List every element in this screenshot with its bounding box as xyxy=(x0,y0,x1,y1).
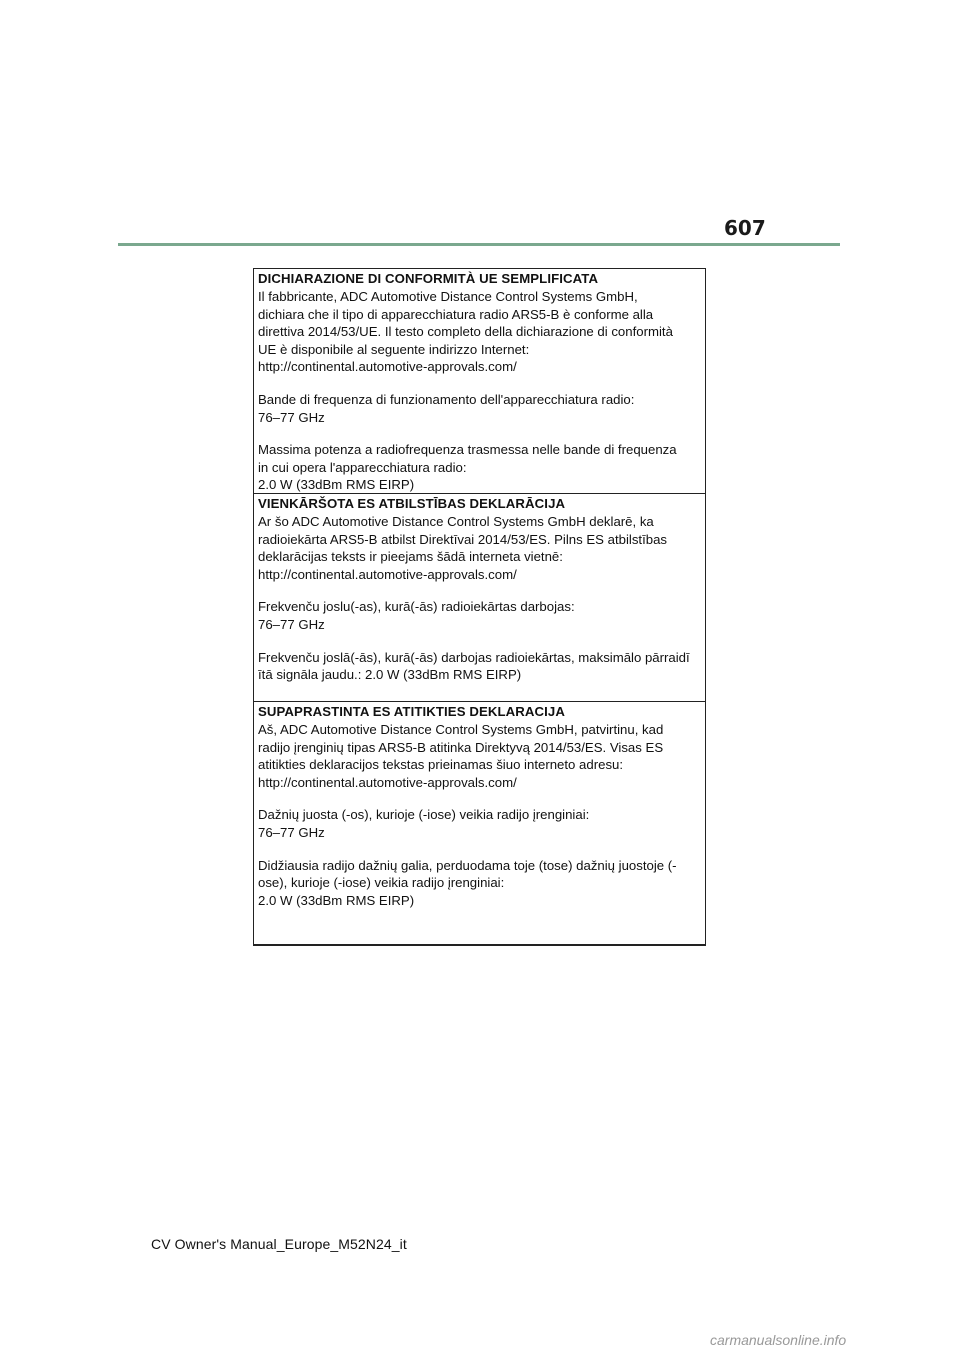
text-line: Il fabbricante, ADC Automotive Distance Control Systems GmbH, xyxy=(258,289,638,304)
watermark: carmanualsonline.info xyxy=(710,1332,847,1348)
footer-manual-name: CV Owner's Manual_Europe_M52N24_it xyxy=(151,1236,407,1252)
text-line: Frekvenču joslu(-as), kurā(-ās) radioiekārtas darbojas: xyxy=(258,599,575,615)
text-line: 76–77 GHz xyxy=(258,824,325,840)
text-line: ītā signāla jaudu.: 2.0 W (33dBm RMS EIRP) xyxy=(258,667,522,683)
text-line: Ar šo ADC Automotive Distance Control Systems GmbH deklarē, ka xyxy=(258,514,654,529)
text-line: Bande di frequenza di funzionamento dell'apparecchiatura radio: xyxy=(258,391,635,407)
paragraph-gap xyxy=(258,376,705,391)
text-line: 76–77 GHz xyxy=(258,409,325,425)
text-line: http://continental.automotive-approvals.com/ xyxy=(258,566,517,582)
text-line: ose), kurioje (-iose) veikia radijo įrenginiai: xyxy=(258,875,505,891)
section-title: DICHIARAZIONE DI CONFORMITÀ UE SEMPLIFICATA xyxy=(258,271,599,286)
text-line: in cui opera l'apparecchiatura radio: xyxy=(258,459,467,475)
text-line: Frekvenču joslā(-ās), kurā(-ās) darbojas radioiekārtas, maksimālo pārraidī xyxy=(258,649,690,665)
declaration-section-latvian xyxy=(254,493,705,701)
box-bottom-border xyxy=(253,944,706,946)
text-line: Didžiausia radijo dažnių galia, perduodama toje (tose) dažnių juostoje (- xyxy=(258,857,677,873)
paragraph-gap xyxy=(258,842,705,857)
text-line: deklarācijas teksts ir pieejams šādā interneta vietnē: xyxy=(258,549,563,565)
declaration-box xyxy=(253,268,706,946)
text-line: http://continental.automotive-approvals.com/ xyxy=(258,774,517,790)
section-title: SUPAPRASTINTA ES ATITIKTIES DEKLARACIJA xyxy=(258,704,565,719)
text-line: radijo įrenginių tipas ARS5-B atitinka Direktyvą 2014/53/ES. Visas ES xyxy=(258,739,664,755)
paragraph-gap xyxy=(258,634,705,649)
paragraph-gap xyxy=(258,791,705,806)
text-line: 2.0 W (33dBm RMS EIRP) xyxy=(258,477,415,493)
text-line: Massima potenza a radiofrequenza trasmessa nelle bande di frequenza xyxy=(258,442,677,458)
text-line: http://continental.automotive-approvals.com/ xyxy=(258,359,517,375)
page-number: 607 xyxy=(724,216,766,240)
text-line: dichiara che il tipo di apparecchiatura radio ARS5-B è conforme alla xyxy=(258,306,654,322)
header-rule xyxy=(118,243,840,246)
declaration-section-italian xyxy=(254,269,705,493)
text-line: Aš, ADC Automotive Distance Control Systems GmbH, patvirtinu, kad xyxy=(258,722,664,737)
declaration-section-lithuanian xyxy=(254,701,705,947)
section-title: VIENKĀRŠOTA ES ATBILSTĪBAS DEKLARĀCIJA xyxy=(258,496,566,511)
text-line: 76–77 GHz xyxy=(258,616,325,632)
text-line: Dažnių juosta (-os), kurioje (-iose) veikia radijo įrenginiai: xyxy=(258,807,590,823)
text-line: atitikties deklaracijos tekstas prieinamas šiuo interneto adresu: xyxy=(258,757,624,773)
paragraph-gap xyxy=(258,583,705,598)
text-line: UE è disponibile al seguente indirizzo Internet: xyxy=(258,341,530,357)
text-line: 2.0 W (33dBm RMS EIRP) xyxy=(258,892,415,908)
paragraph-gap xyxy=(258,426,705,441)
text-line: direttiva 2014/53/UE. Il testo completo della dichiarazione di conformità xyxy=(258,324,673,340)
text-line: radioiekārta ARS5-B atbilst Direktīvai 2014/53/ES. Pilns ES atbilstības xyxy=(258,531,668,547)
